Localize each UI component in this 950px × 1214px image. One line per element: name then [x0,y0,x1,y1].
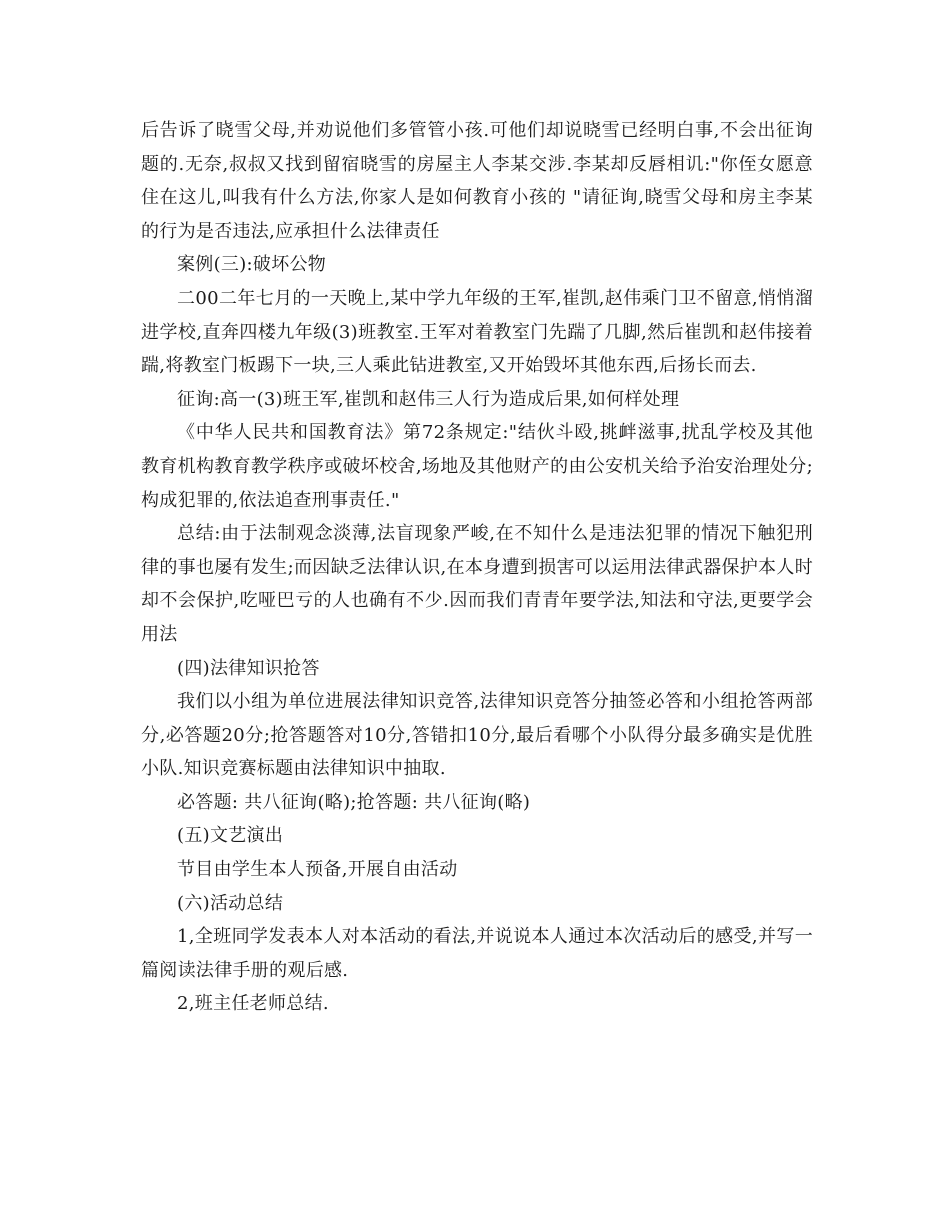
question-paragraph: 征询:高一(3)班王军,崔凯和赵伟三人行为造成后果,如何样处理 [177,388,680,410]
paragraph: 节目由学生本人预备,开展自由活动 [177,859,458,881]
section-heading: (五)文艺演出 [177,825,284,847]
section-heading: (四)法律知识抢答 [177,657,320,679]
section-heading: (六)活动总结 [177,892,284,914]
paragraph: 我们以小组为单位进展法律知识竞答,法律知识竞答分抽签必答和小组抢答两部分,必答题20分;抢答题答对10分,答错扣10分,最后看哪个小队得分最多确实是优胜小队.知识竞赛标题由法律知识中抽取. [141,691,813,780]
paragraph: 必答题: 共八征询(略);抢答题: 共八征询(略) [177,791,531,813]
law-quote-paragraph: 《中华人民共和国教育法》第72条规定:"结伙斗殴,挑衅滋事,扰乱学校及其他教育机构教育教学秩序或破坏校舍,场地及其他财产的由公安机关给予治安治理处分;构成犯罪的,依法追查刑事责任." [141,422,813,511]
paragraph: 二00二年七月的一天晚上,某中学九年级的王军,崔凯,赵伟乘门卫不留意,悄悄溜进学校,直奔四楼九年级(3)班教室.王军对着教室门先踹了几脚,然后崔凯和赵伟接着踹,将教室门板踢下一块,三人乘此钻进教室,又开始毁坏其他东西,后扬长而去. [141,287,813,377]
list-item: 2,班主任老师总结. [177,993,329,1015]
summary-paragraph: 总结:由于法制观念淡薄,法盲现象严峻,在不知什么是违法犯罪的情况下触犯刑律的事也屡有发生;而因缺乏法律认识,在本身遭到损害可以运用法律武器保护本人时却不会保护,吃哑巴亏的人也确有不少.因而我们青青年要学法,知法和守法,更要学会用法 [141,523,813,645]
case-heading: 案例(三):破坏公物 [177,254,327,276]
document-body [141,114,813,1021]
paragraph: 后告诉了晓雪父母,并劝说他们多管管小孩.可他们却说晓雪已经明白事,不会出征询题的.无奈,叔叔又找到留宿晓雪的房屋主人李某交涉.李某却反唇相讥:"你侄女愿意住在这儿,叫我有什么方法,你家人是如何教育小孩的 "请征询,晓雪父母和房主李某的行为是否违法,应承担什么法律责任 [141,120,813,242]
list-item: 1,全班同学发表本人对本活动的看法,并说说本人通过本次活动后的感受,并写一篇阅读法律手册的观后感. [141,926,813,981]
